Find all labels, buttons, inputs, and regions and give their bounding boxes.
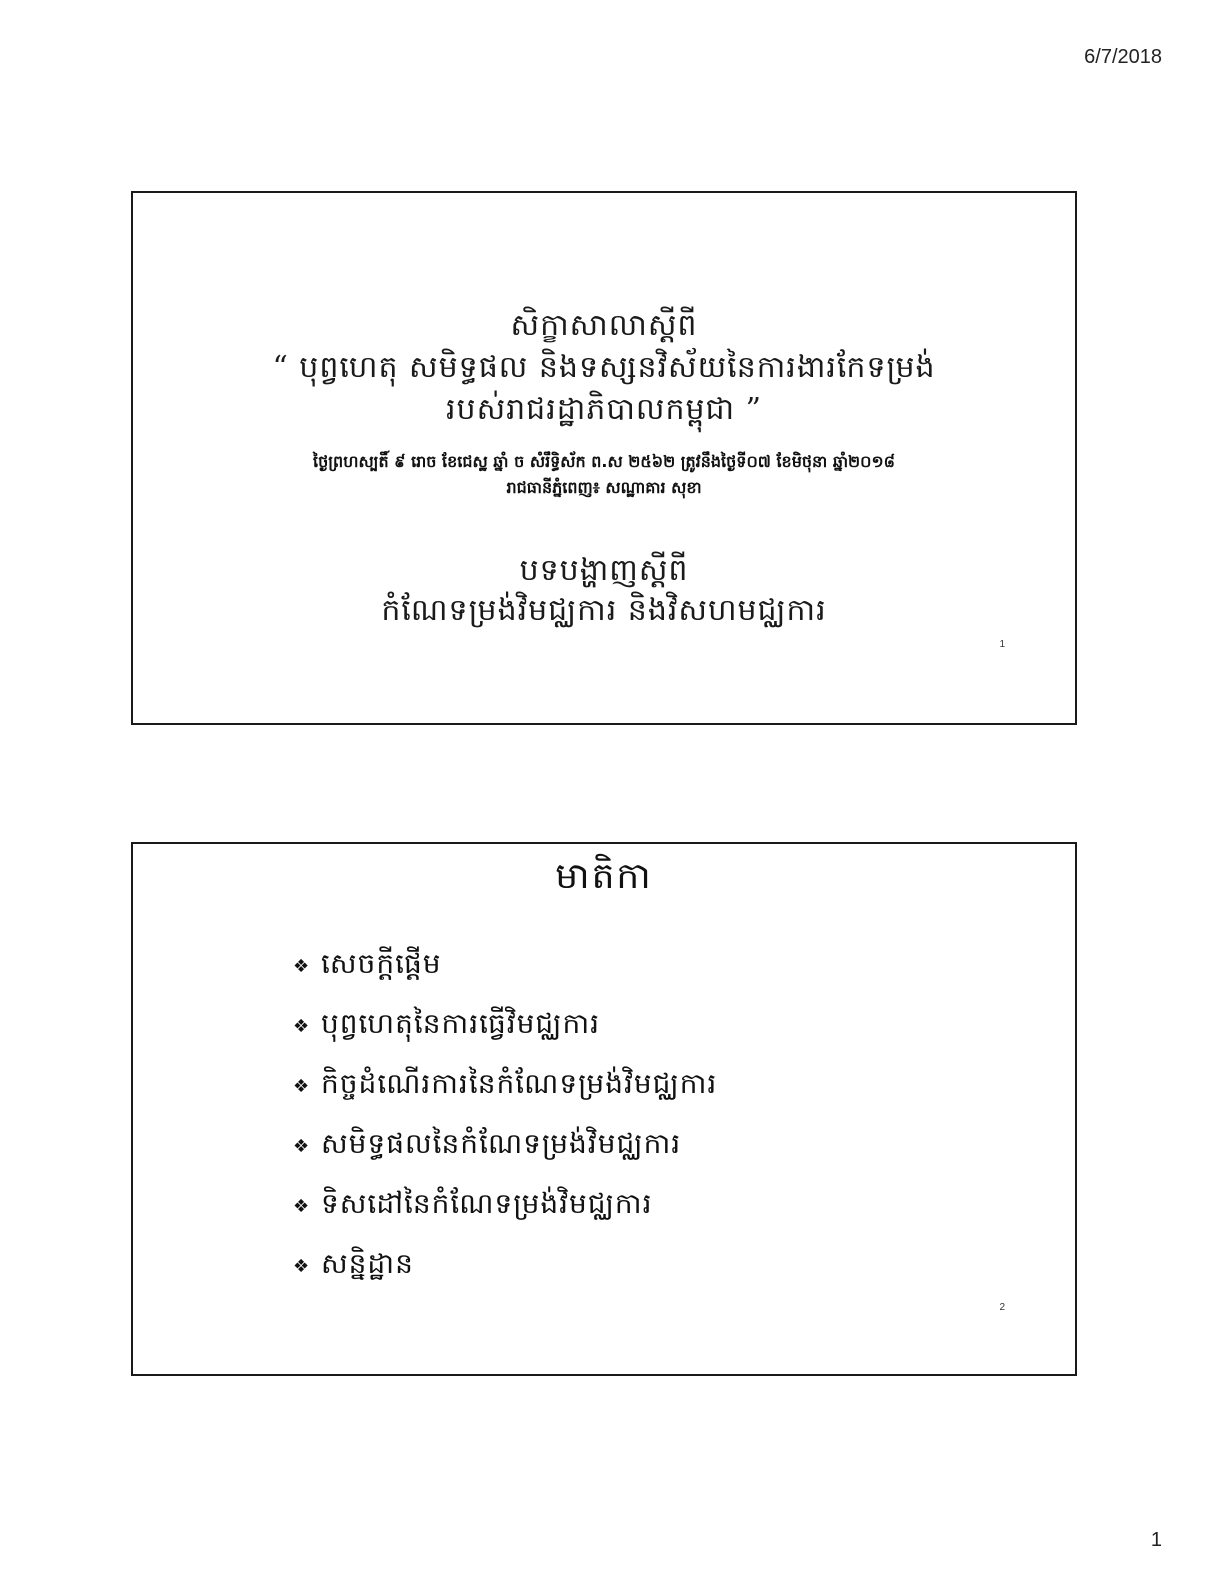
toc-item [293,1236,717,1296]
event-venue-line: រាជធានីភ្នំពេញ៖ សណ្ឋាគារ សុខា [506,478,702,497]
diamond-bullet-icon: ❖ [293,1075,310,1097]
presentation-line: បទបង្ហាញស្តីពី [519,553,689,588]
diamond-bullet-icon: ❖ [293,1135,310,1157]
diamond-bullet-icon: ❖ [293,1255,310,1277]
event-date-line: ថ្ងៃព្រហស្បតិ៍ ៩ រោច ខែជេស្ឋ ឆ្នាំ ច សំរឹទ្ធិស័ក ព.ស ២៥៦២ ត្រូវនឹងថ្ងៃទី០៧ ខែមិថុនា ឆ្នាំ២០១៨ [313,452,895,471]
diamond-bullet-icon: ❖ [293,1015,310,1037]
toc-item-text: ទិសដៅនៃកំណែទម្រង់វិមជ្ឈការ [321,1186,653,1220]
toc-item-text: បុព្វហេតុនៃការធ្វើវិមជ្ឈការ [321,1006,601,1040]
toc-item [293,1116,717,1176]
slide-2 [131,842,1077,1376]
toc-item [293,1176,717,1236]
toc-item-text: សេចក្តីផ្តើម [321,946,442,980]
toc-item-text: កិច្ចដំណើរការនៃកំណែទម្រង់វិមជ្ឈការ [321,1066,718,1100]
workshop-title [133,305,1075,431]
title-line: របស់រាជរដ្ឋាភិបាលកម្ពុជា ” [446,392,762,427]
slide-number: 1 [999,639,1005,650]
title-line: សិក្ខាសាលាស្តីពី [510,308,698,343]
toc-list [293,936,717,1296]
diamond-bullet-icon: ❖ [293,1195,310,1217]
diamond-bullet-icon: ❖ [293,955,310,977]
presentation-title [133,551,1075,631]
page-number: 1 [1150,1529,1162,1551]
toc-item [293,1056,717,1116]
slide-1 [131,191,1077,725]
toc-item-text: សមិទ្ធផលនៃកំណែទម្រង់វិមជ្ឈការ [321,1126,682,1160]
event-info [133,449,1075,501]
toc-item [293,936,717,996]
toc-item-text: សន្និដ្ឋាន [321,1246,414,1280]
page-date: 6/7/2018 [1084,46,1162,68]
toc-item [293,996,717,1056]
title-line: “ បុព្វហេតុ សមិទ្ធផល និងទស្សនវិស័យនៃការងារកែទម្រង់ [272,350,936,385]
slide-number: 2 [999,1302,1005,1313]
presentation-line: កំណែទម្រង់វិមជ្ឈការ និងវិសហមជ្ឈការ [381,593,827,628]
toc-heading: មាតិកា [555,856,653,897]
